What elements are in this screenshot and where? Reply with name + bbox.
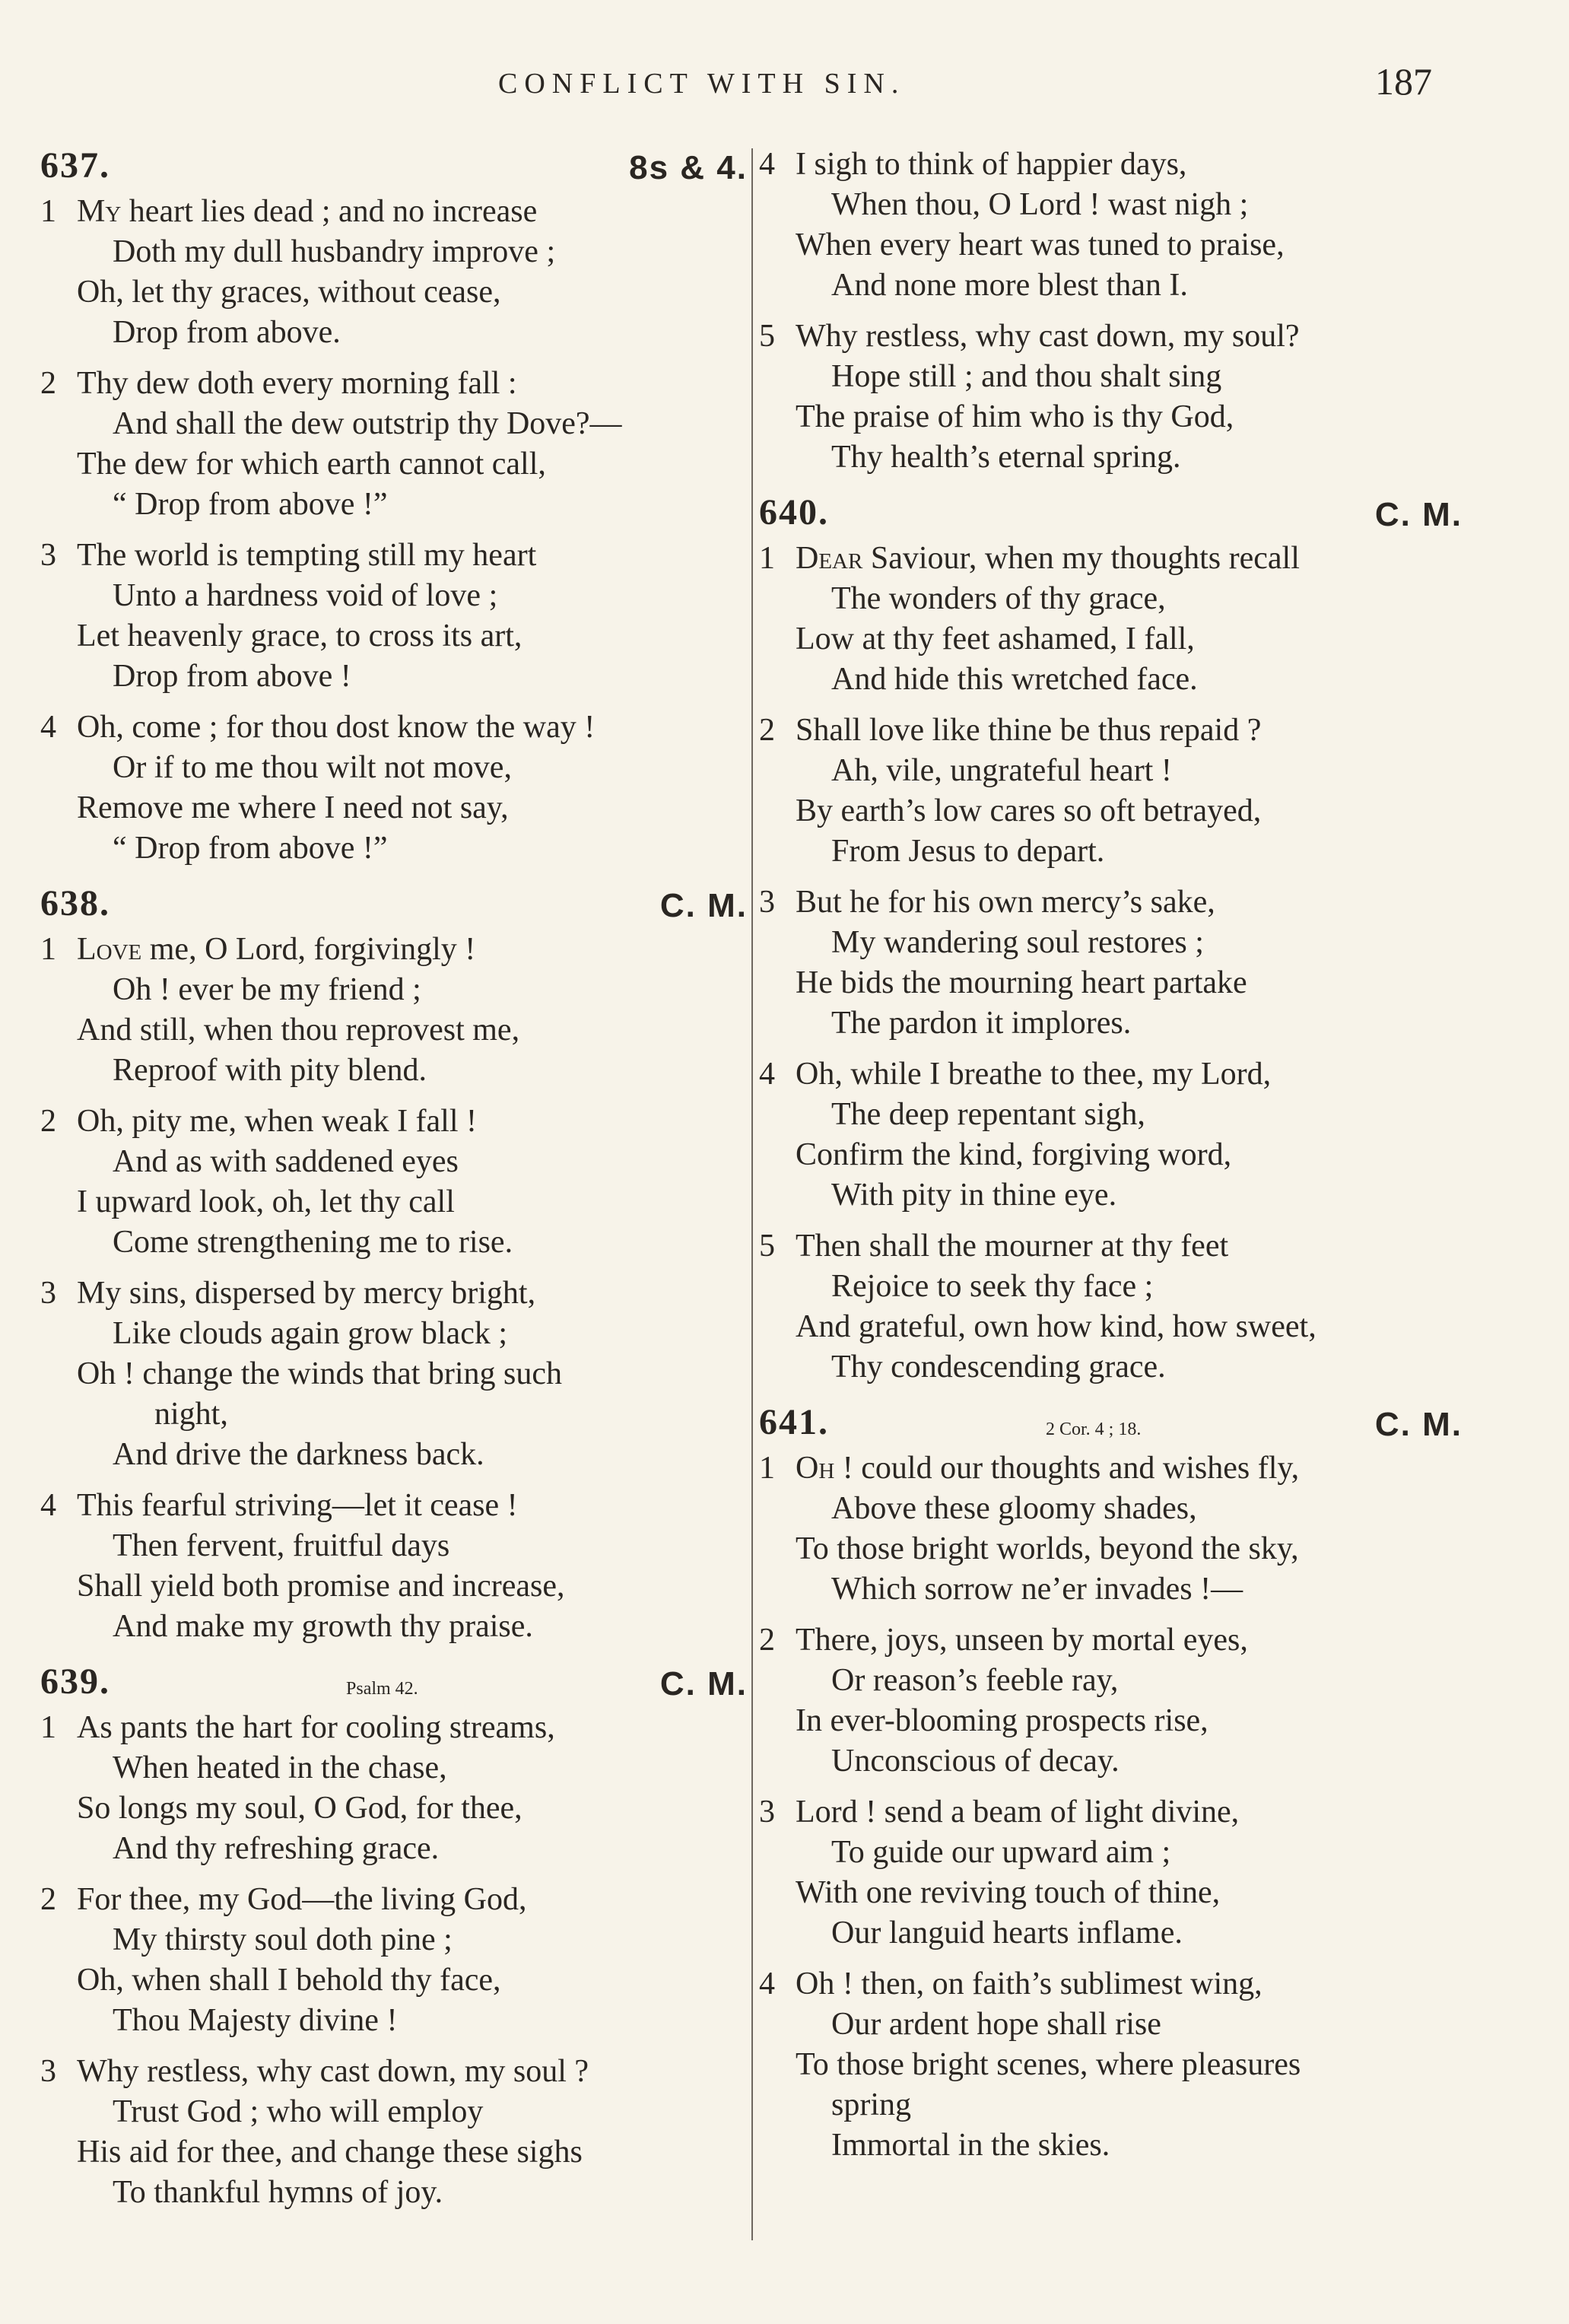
- stanza-number: 4: [759, 1966, 775, 2001]
- verse-line: 2 Shall love like thine be thus repaid ?: [753, 711, 1464, 751]
- verse-line: Confirm the kind, forgiving word,: [796, 1137, 1232, 1172]
- stanza: [34, 536, 749, 697]
- verse-line: 2 For thee, my God—the living God,: [34, 1880, 749, 1920]
- verse-line: The deep repentant sigh,: [831, 1097, 1145, 1132]
- running-title: CONFLICT WITH SIN.: [498, 68, 906, 100]
- verse-line: The wonders of thy grace,: [831, 581, 1166, 616]
- hymn-meter: C. M.: [659, 887, 748, 924]
- verse-line: spring: [831, 2087, 911, 2122]
- verse-line: To those bright worlds, beyond the sky,: [796, 1531, 1299, 1566]
- verse-line: And hide this wretched face.: [831, 662, 1198, 697]
- verse-line: 1 Love me, O Lord, forgivingly !: [34, 930, 749, 970]
- stanza: [753, 1792, 1464, 1954]
- stanza: [753, 1964, 1464, 2166]
- stanza-number: 3: [40, 1276, 56, 1311]
- stanza-number: 3: [759, 1795, 775, 1830]
- verse-line: Doth my dull husbandry improve ;: [113, 234, 556, 269]
- verse-line: Immortal in the skies.: [831, 2128, 1110, 2163]
- verse-line: Hope still ; and thou shalt sing: [831, 359, 1222, 394]
- hymn-number: 638.: [40, 883, 110, 924]
- stanza: [34, 930, 749, 1091]
- stanza: [34, 1708, 749, 1869]
- verse-line: With pity in thine eye.: [831, 1178, 1117, 1213]
- verse-line: In ever-blooming prospects rise,: [796, 1703, 1209, 1738]
- verse-line: Unconscious of decay.: [831, 1744, 1120, 1779]
- verse-line: 5 Why restless, why cast down, my soul?: [753, 316, 1464, 357]
- stanza: [34, 364, 749, 525]
- verse-line: Trust God ; who will employ: [113, 2094, 484, 2129]
- stanza-number: 4: [40, 1488, 56, 1523]
- verse-line: And shall the dew outstrip thy Dove?—: [113, 406, 622, 441]
- verse-line: When thou, O Lord ! wast nigh ;: [831, 187, 1249, 222]
- verse-line: 2 Thy dew doth every morning fall :: [34, 364, 749, 404]
- hymn-639: [34, 1661, 749, 2213]
- verse-line: Oh, when shall I behold thy face,: [77, 1963, 501, 1998]
- hymn-637: [34, 145, 749, 869]
- verse-line: night,: [154, 1397, 228, 1432]
- verse-line: And as with saddened eyes: [113, 1144, 459, 1179]
- stanza: [34, 2052, 749, 2213]
- verse-line: Low at thy feet ashamed, I fall,: [796, 622, 1195, 657]
- stanza: [34, 1486, 749, 1647]
- verse-line: 3 The world is tempting still my heart: [34, 536, 749, 576]
- stanza-number: 2: [40, 1104, 56, 1139]
- stanza: [753, 1448, 1464, 1610]
- stanza: [34, 1273, 749, 1475]
- verse-line: 1 Oh ! could our thoughts and wishes fly,: [753, 1448, 1464, 1489]
- right-column: [753, 145, 1464, 2179]
- verse-line: Our languid hearts inflame.: [831, 1915, 1183, 1950]
- first-word: My: [77, 194, 122, 229]
- stanza-number: 2: [759, 1623, 775, 1658]
- stanza-number: 2: [40, 1882, 56, 1917]
- stanza-number: 3: [759, 885, 775, 920]
- hymn-meter: 8s & 4.: [629, 149, 748, 186]
- hymn-header: [753, 1401, 1464, 1448]
- stanza-number: 4: [40, 710, 56, 745]
- stanza-number: 2: [759, 713, 775, 748]
- verse-line: Let heavenly grace, to cross its art,: [77, 618, 522, 653]
- verse-line: So longs my soul, O God, for thee,: [77, 1791, 522, 1826]
- verse-line: Ah, vile, ungrateful heart !: [831, 753, 1172, 788]
- verse-line: Drop from above.: [113, 315, 341, 350]
- hymn-639-continued: [753, 145, 1464, 478]
- stanza-number: 1: [40, 194, 56, 229]
- verse-line: And still, when thou reprovest me,: [77, 1013, 520, 1048]
- verse-line: His aid for thee, and change these sighs: [77, 2135, 583, 2170]
- verse-line: The dew for which earth cannot call,: [77, 447, 546, 482]
- verse-line: 1 As pants the hart for cooling streams,: [34, 1708, 749, 1748]
- stanza: [753, 1054, 1464, 1216]
- verse-line: Rejoice to seek thy face ;: [831, 1269, 1154, 1304]
- verse-line: 3 But he for his own mercy’s sake,: [753, 882, 1464, 923]
- stanza: [753, 711, 1464, 872]
- verse-line: “ Drop from above !”: [113, 487, 388, 522]
- stanza: [753, 316, 1464, 478]
- hymn-header: [753, 491, 1464, 539]
- verse-line: Like clouds again grow black ;: [113, 1316, 508, 1351]
- stanza: [34, 1880, 749, 2041]
- verse-line: When heated in the chase,: [113, 1750, 447, 1785]
- verse-line: Shall yield both promise and increase,: [77, 1569, 565, 1604]
- verse-line: My thirsty soul doth pine ;: [113, 1922, 453, 1957]
- stanza-number: 2: [40, 366, 56, 401]
- page-header: [0, 59, 1569, 113]
- verse-line: “ Drop from above !”: [113, 831, 388, 866]
- verse-line: Oh ! change the winds that bring such: [77, 1356, 563, 1391]
- verse-line: With one reviving touch of thine,: [796, 1875, 1221, 1910]
- stanza: [753, 539, 1464, 700]
- verse-line: 5 Then shall the mourner at thy feet: [753, 1226, 1464, 1267]
- first-word: Dear: [796, 541, 863, 576]
- verse-line: Above these gloomy shades,: [831, 1491, 1197, 1526]
- verse-line: Or reason’s feeble ray,: [831, 1663, 1119, 1698]
- verse-line: 1 Dear Saviour, when my thoughts recall: [753, 539, 1464, 579]
- hymn-meter: C. M.: [1374, 496, 1463, 533]
- stanza: [753, 1620, 1464, 1782]
- stanza-number: 1: [759, 1451, 775, 1486]
- verse-line: 4 Oh, while I breathe to thee, my Lord,: [753, 1054, 1464, 1095]
- stanza-number: 4: [759, 1057, 775, 1092]
- verse-line: And none more blest than I.: [831, 268, 1188, 303]
- hymn-header: [34, 882, 749, 930]
- verse-line: Thou Majesty divine !: [113, 2003, 398, 2038]
- hymn-header: [34, 145, 749, 192]
- verse-line: Oh, let thy graces, without cease,: [77, 275, 501, 310]
- verse-line: The praise of him who is thy God,: [796, 399, 1234, 434]
- stanza-number: 3: [40, 538, 56, 573]
- verse-line: By earth’s low cares so oft betrayed,: [796, 793, 1262, 828]
- hymn-641: [753, 1401, 1464, 2166]
- stanza-number: 5: [759, 319, 775, 354]
- verse-line: 3 Why restless, why cast down, my soul ?: [34, 2052, 749, 2092]
- verse-line: Thy health’s eternal spring.: [831, 440, 1181, 475]
- verse-line: Our ardent hope shall rise: [831, 2007, 1161, 2042]
- first-word: Oh: [796, 1451, 835, 1486]
- verse-line: 4 Oh, come ; for thou dost know the way !: [34, 707, 749, 748]
- verse-line: 2 Oh, pity me, when weak I fall !: [34, 1102, 749, 1142]
- verse-line: To those bright scenes, where pleasures: [796, 2047, 1301, 2082]
- verse-line: Which sorrow ne’er invades !—: [831, 1572, 1243, 1607]
- verse-line: Thy condescending grace.: [831, 1350, 1166, 1385]
- stanza-number: 1: [759, 541, 775, 576]
- stanza-number: 3: [40, 2054, 56, 2089]
- verse-line: And drive the darkness back.: [113, 1437, 484, 1472]
- stanza-number: 1: [40, 1710, 56, 1745]
- verse-line: 3 My sins, dispersed by mercy bright,: [34, 1273, 749, 1314]
- verse-line: And make my growth thy praise.: [113, 1609, 533, 1644]
- verse-line: Or if to me thou wilt not move,: [113, 750, 512, 785]
- scripture-reference: 2 Cor. 4 ; 18.: [1046, 1420, 1142, 1439]
- verse-line: Oh ! ever be my friend ;: [113, 972, 421, 1007]
- verse-line: 2 There, joys, unseen by mortal eyes,: [753, 1620, 1464, 1661]
- stanza: [753, 882, 1464, 1044]
- verse-line: 4 This fearful striving—let it cease !: [34, 1486, 749, 1526]
- left-column: [34, 145, 749, 2227]
- stanza: [34, 707, 749, 869]
- stanza: [34, 192, 749, 353]
- verse-line: 4 I sigh to think of happier days,: [753, 145, 1464, 185]
- verse-line: Unto a hardness void of love ;: [113, 578, 498, 613]
- verse-line: And thy refreshing grace.: [113, 1831, 440, 1866]
- verse-line: To thankful hymns of joy.: [113, 2175, 443, 2210]
- verse-line: My wandering soul restores ;: [831, 925, 1204, 960]
- verse-line: Remove me where I need not say,: [77, 790, 509, 825]
- hymn-number: 639.: [40, 1661, 110, 1702]
- hymn-header: [34, 1661, 749, 1708]
- verse-line: Then fervent, fruitful days: [113, 1528, 450, 1563]
- hymn-number: 641.: [759, 1402, 829, 1442]
- verse-line: Drop from above !: [113, 659, 351, 694]
- verse-line: 4 Oh ! then, on faith’s sublimest wing,: [753, 1964, 1464, 2004]
- stanza: [34, 1102, 749, 1263]
- verse-line: To guide our upward aim ;: [831, 1835, 1171, 1870]
- stanza: [753, 145, 1464, 306]
- verse-line: 3 Lord ! send a beam of light divine,: [753, 1792, 1464, 1833]
- stanza-number: 5: [759, 1229, 775, 1264]
- verse-line: From Jesus to depart.: [831, 834, 1105, 869]
- verse-line: And grateful, own how kind, how sweet,: [796, 1309, 1316, 1344]
- hymn-638: [34, 882, 749, 1647]
- stanza-number: 1: [40, 932, 56, 967]
- verse-line: When every heart was tuned to praise,: [796, 227, 1285, 262]
- first-word: Love: [77, 932, 142, 967]
- hymn-number: 640.: [759, 492, 829, 533]
- stanza-number: 4: [759, 147, 775, 182]
- verse-line: Come strengthening me to rise.: [113, 1225, 513, 1260]
- hymn-meter: C. M.: [659, 1665, 748, 1702]
- scripture-reference: Psalm 42.: [346, 1679, 418, 1699]
- verse-line: Reproof with pity blend.: [113, 1053, 427, 1088]
- verse-line: I upward look, oh, let thy call: [77, 1184, 455, 1219]
- verse-line: The pardon it implores.: [831, 1006, 1132, 1041]
- hymn-meter: C. M.: [1374, 1406, 1463, 1443]
- verse-line: 1 My heart lies dead ; and no increase: [34, 192, 749, 232]
- page-number: 187: [1375, 60, 1432, 103]
- verse-line: He bids the mourning heart partake: [796, 965, 1247, 1000]
- hymn-number: 637.: [40, 145, 110, 186]
- hymn-640: [753, 491, 1464, 1388]
- stanza: [753, 1226, 1464, 1388]
